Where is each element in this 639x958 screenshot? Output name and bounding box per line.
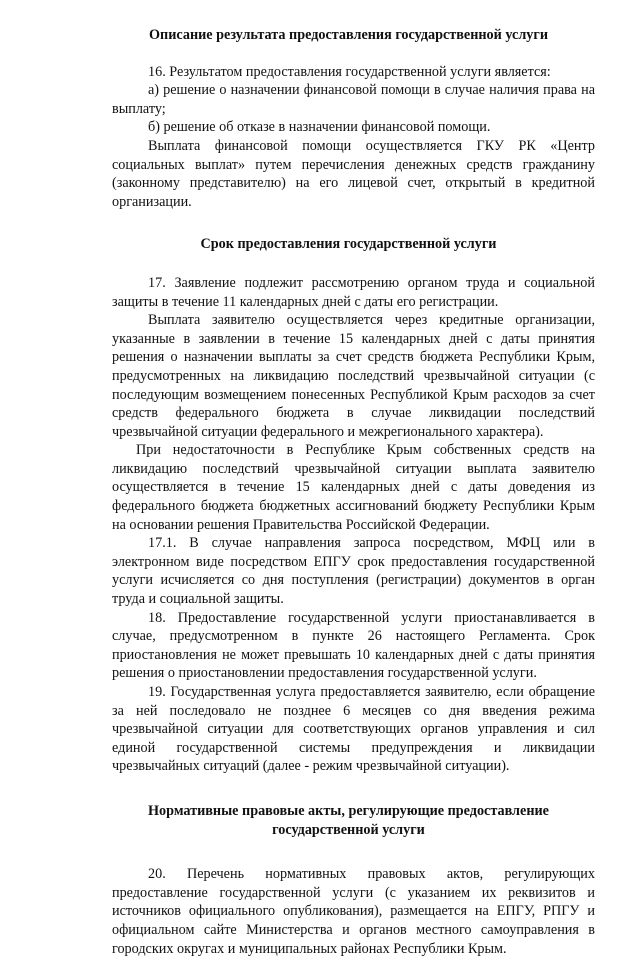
paragraph-17: 17. Заявление подлежит рассмотрению органом труда и социальной защиты в течение 11 календарных дней с даты его регистрации. [112, 274, 595, 310]
paragraph-17-payment: Выплата заявителю осуществляется через кредитные организации, указанные в заявлении в течение 15 календарных дней с даты принятия решения о назначении выплаты за счет средств бюджета Республики Крым, предусмотренных на ликвидацию последствий чрезвычайной ситуации (с последующим возмещением понесенных Республикой Крым расходов за счет средств федерального бюджета в случае ликвидации последствий чрезвычайной ситуации федерального и межрегионального характера). [112, 312, 595, 440]
paragraph-18: 18. Предоставление государственной услуги приостанавливается в случае, предусмотренном в пункте 26 настоящего Регламента. Срок приостановления не может превышать 10 календарных дней с даты принятия решения о приостановлении предоставления государственной услуги. [112, 609, 595, 682]
section-heading-result: Описание результата предоставления государственной услуги [149, 27, 548, 43]
section-heading-legal-acts-line2: государственной услуги [272, 821, 425, 838]
paragraph-16-payment: Выплата финансовой помощи осуществляется ГКУ РК «Центр социальных выплат» путем перечисления денежных средств гражданину (законному представителю) на его лицевой счет, открытый в кредитной организации. [112, 137, 595, 210]
paragraph-19: 19. Государственная услуга предоставляется заявителю, если обращение за ней последовало не позднее 6 месяцев со дня введения режима чрезвычайной ситуации для соответствующих органов управления и сил единой государственной системы предупреждения и ликвидации чрезвычайных ситуаций (далее - режим чрезвычайной ситуации). [112, 684, 595, 775]
section-heading-legal-acts-line1: Нормативные правовые акты, регулирующие предоставление [148, 802, 549, 819]
paragraph-20: 20. Перечень нормативных правовых актов, регулирующих предоставление государственной услуги (с указанием их реквизитов и источников официального опубликования), размещается на ЕПГУ, РПГУ и официальном сайте Министерства и органов местного самоуправления в городских округах и муниципальных районах Республики Крым. [112, 866, 595, 957]
paragraph-16-intro: 16. Результатом предоставления государственной услуги является: [148, 63, 551, 80]
paragraph-17-1: 17.1. В случае направления запроса посредством, МФЦ или в электронном виде посредством ЕПГУ срок предоставления государственной услуги исчисляется со дня поступления (регистрации) документов в орган труда и социальной защиты. [112, 535, 595, 608]
section-heading-term: Срок предоставления государственной услуги [200, 236, 497, 253]
paragraph-16-a: а) решение о назначении финансовой помощи в случае наличия права на выплату; [112, 82, 595, 117]
section-heading-legal-acts [102, 802, 595, 839]
paragraph-17-insufficient: При недостаточности в Республике Крым собственных средств на ликвидацию последствий чрезвычайной ситуации выплата заявителю осуществляется в течение 15 календарных дней с даты доведения из федерального бюджета бюджетных ассигнований бюджету Республики Крым на основании решения Правительства Российской Федерации. [112, 442, 595, 533]
paragraph-16-b: б) решение об отказе в назначении финансовой помощи. [148, 119, 491, 136]
